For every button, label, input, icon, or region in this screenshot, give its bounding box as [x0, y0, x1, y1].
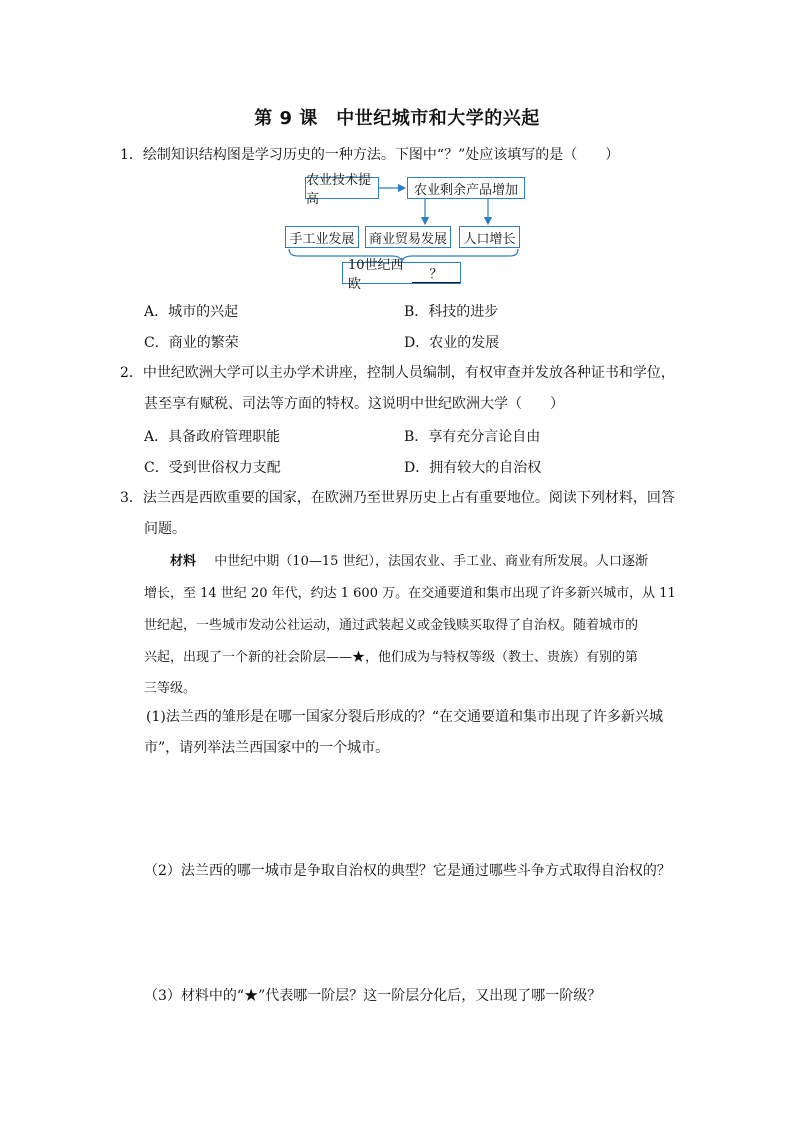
material-line-3: 世纪起，一些城市发动公社运动，通过武装起义或金钱赎买取得了自治权。随着城市的	[144, 618, 639, 633]
box-population: 人口增长	[459, 226, 520, 248]
q1-option-b[interactable]: B．科技的进步	[404, 304, 499, 320]
diagram-connectors	[0, 0, 794, 300]
material-line-2: 增长，至 14 世纪 20 年代，约达 1 600 万。在交通要道和集市出现了许多新兴城市，从 11	[144, 586, 676, 601]
material-line-5: 三等级。	[144, 681, 197, 696]
material-label: 材料	[170, 554, 197, 569]
box-result-blank: ？	[412, 263, 460, 283]
q3-sub1-line1: (1)法兰西的雏形是在哪一国家分裂后形成的？“在交通要道和集市出现了许多新兴城	[146, 709, 663, 725]
q3-stem-line2: 问题。	[144, 521, 186, 537]
box-farm-tech: 农业技术提高	[305, 177, 379, 199]
q1-option-c[interactable]: C．商业的繁荣	[144, 335, 239, 351]
q3-sub3: （3）材料中的“★”代表哪一阶层？这一阶层分化后，又出现了哪一阶级？	[144, 988, 602, 1004]
q3-sub1-line2: 市”，请列举法兰西国家中的一个城市。	[144, 740, 390, 756]
q1-stem: 1．绘制知识结构图是学习历史的一种方法。下图中“？”处应该填写的是（ ）	[120, 147, 620, 163]
box-handicraft: 手工业发展	[285, 226, 359, 248]
q2-option-a[interactable]: A．具备政府管理职能	[144, 429, 281, 445]
q2-option-b[interactable]: B．享有充分言论自由	[404, 429, 541, 445]
material-line-1: 中世纪中期（10—15 世纪），法国农业、手工业、商业有所发展。人口逐渐	[214, 554, 649, 569]
q1-option-a[interactable]: A．城市的兴起	[144, 304, 239, 320]
box-surplus: 农业剩余产品增加	[407, 177, 525, 199]
q3-stem-line1: 3．法兰西是西欧重要的国家，在欧洲乃至世界历史上占有重要地位。阅读下列材料，回答	[120, 490, 675, 506]
brace-connector	[289, 249, 518, 261]
material-line-4: 兴起，出现了一个新的社会阶层——★，他们成为与特权等级（教士、贵族）有别的第	[144, 650, 639, 665]
q2-option-d[interactable]: D．拥有较大的自治权	[404, 460, 542, 476]
q2-stem-line1: 2．中世纪欧洲大学可以主办学术讲座，控制人员编制，有权审查并发放各种证书和学位，	[120, 365, 675, 381]
box-result-prefix: 10世纪西欧	[348, 258, 404, 292]
q3-sub2: （2）法兰西的哪一城市是争取自治权的典型？它是通过哪些斗争方式取得自治权的？	[144, 863, 671, 879]
q2-option-c[interactable]: C．受到世俗权力支配	[144, 460, 281, 476]
q2-stem-line2: 甚至享有赋税、司法等方面的特权。这说明中世纪欧洲大学（ ）	[144, 396, 564, 412]
q1-option-d[interactable]: D．农业的发展	[404, 335, 500, 351]
page-title: 第 9 课 中世纪城市和大学的兴起	[254, 108, 540, 129]
box-trade: 商业贸易发展	[365, 226, 451, 248]
